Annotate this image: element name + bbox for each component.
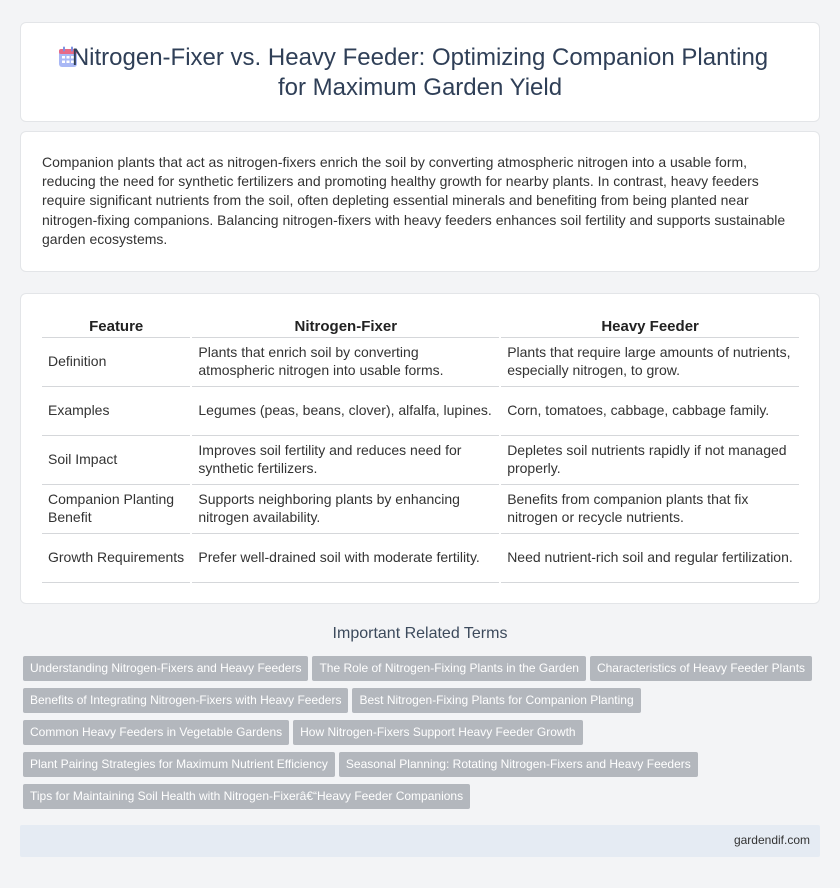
nitrogen-fixer-cell: Legumes (peas, beans, clover), alfalfa, lupines. [192, 386, 499, 435]
related-term-link[interactable]: Seasonal Planning: Rotating Nitrogen-Fixers and Heavy Feeders [339, 752, 698, 777]
row-feature-cell: Growth Requirements [42, 533, 190, 582]
page-title: Nitrogen-Fixer vs. Heavy Feeder: Optimizing Companion Planting for Maximum Garden Yield [71, 44, 769, 101]
table-header-row [42, 315, 799, 337]
row-feature-cell: Companion Planting Benefit [42, 484, 190, 533]
table-row [42, 435, 799, 484]
heavy-feeder-cell: Corn, tomatoes, cabbage, cabbage family. [501, 386, 799, 435]
related-term-link[interactable]: Common Heavy Feeders in Vegetable Gardens [23, 720, 289, 745]
footer [20, 825, 820, 857]
related-term-link[interactable]: Benefits of Integrating Nitrogen-Fixers with Heavy Feeders [23, 688, 348, 713]
heavy-feeder-cell: Need nutrient-rich soil and regular fertilization. [501, 533, 799, 582]
intro-card [20, 131, 820, 272]
nitrogen-fixer-cell: Improves soil fertility and reduces need for synthetic fertilizers. [192, 435, 499, 484]
header-card [20, 22, 820, 122]
column-header-feature: Feature [42, 315, 190, 337]
nitrogen-fixer-cell: Supports neighboring plants by enhancing nitrogen availability. [192, 484, 499, 533]
heavy-feeder-cell: Plants that require large amounts of nutrients, especially nitrogen, to grow. [501, 337, 799, 386]
related-term-link[interactable]: Plant Pairing Strategies for Maximum Nutrient Efficiency [23, 752, 335, 777]
related-terms-list [23, 656, 823, 816]
table-row [42, 337, 799, 386]
related-terms-heading: Important Related Terms [332, 625, 508, 642]
table-row [42, 533, 799, 582]
related-term-link[interactable]: Best Nitrogen-Fixing Plants for Companion Planting [352, 688, 640, 713]
heavy-feeder-cell: Depletes soil nutrients rapidly if not managed properly. [501, 435, 799, 484]
related-term-link[interactable]: How Nitrogen-Fixers Support Heavy Feeder Growth [293, 720, 582, 745]
table-row [42, 386, 799, 435]
related-term-link[interactable]: The Role of Nitrogen-Fixing Plants in the Garden [312, 656, 585, 681]
comparison-table [42, 315, 799, 583]
related-term-link[interactable]: Characteristics of Heavy Feeder Plants [590, 656, 812, 681]
table-row [42, 484, 799, 533]
row-feature-cell: Definition [42, 337, 190, 386]
nitrogen-fixer-cell: Prefer well-drained soil with moderate fertility. [192, 533, 499, 582]
heavy-feeder-cell: Benefits from companion plants that fix nitrogen or recycle nutrients. [501, 484, 799, 533]
row-feature-cell: Examples [42, 386, 190, 435]
footer-site-link[interactable]: gardendif.com [733, 833, 810, 847]
column-header-heavy-feeder: Heavy Feeder [501, 315, 799, 337]
related-term-link[interactable]: Understanding Nitrogen-Fixers and Heavy Feeders [23, 656, 308, 681]
column-header-nitrogen-fixer: Nitrogen-Fixer [192, 315, 499, 337]
nitrogen-fixer-cell: Plants that enrich soil by converting atmospheric nitrogen into usable forms. [192, 337, 499, 386]
related-term-link[interactable]: Tips for Maintaining Soil Health with Nitrogen-Fixerâ€“Heavy Feeder Companions [23, 784, 470, 809]
intro-text: Companion plants that act as nitrogen-fixers enrich the soil by converting atmospheric nitrogen into a usable form, reducing the need for synthetic fertilizers and promoting healthy growth for nearby plants. In contrast, heavy feeders require significant nutrients from the soil, often depleting essential minerals and benefiting from being planted near nitrogen-fixing companions. Balancing nitrogen-fixers with heavy feeders enhances soil fertility and supports sustainable garden ecosystems. [42, 154, 786, 247]
row-feature-cell: Soil Impact [42, 435, 190, 484]
comparison-table-card [20, 293, 820, 604]
